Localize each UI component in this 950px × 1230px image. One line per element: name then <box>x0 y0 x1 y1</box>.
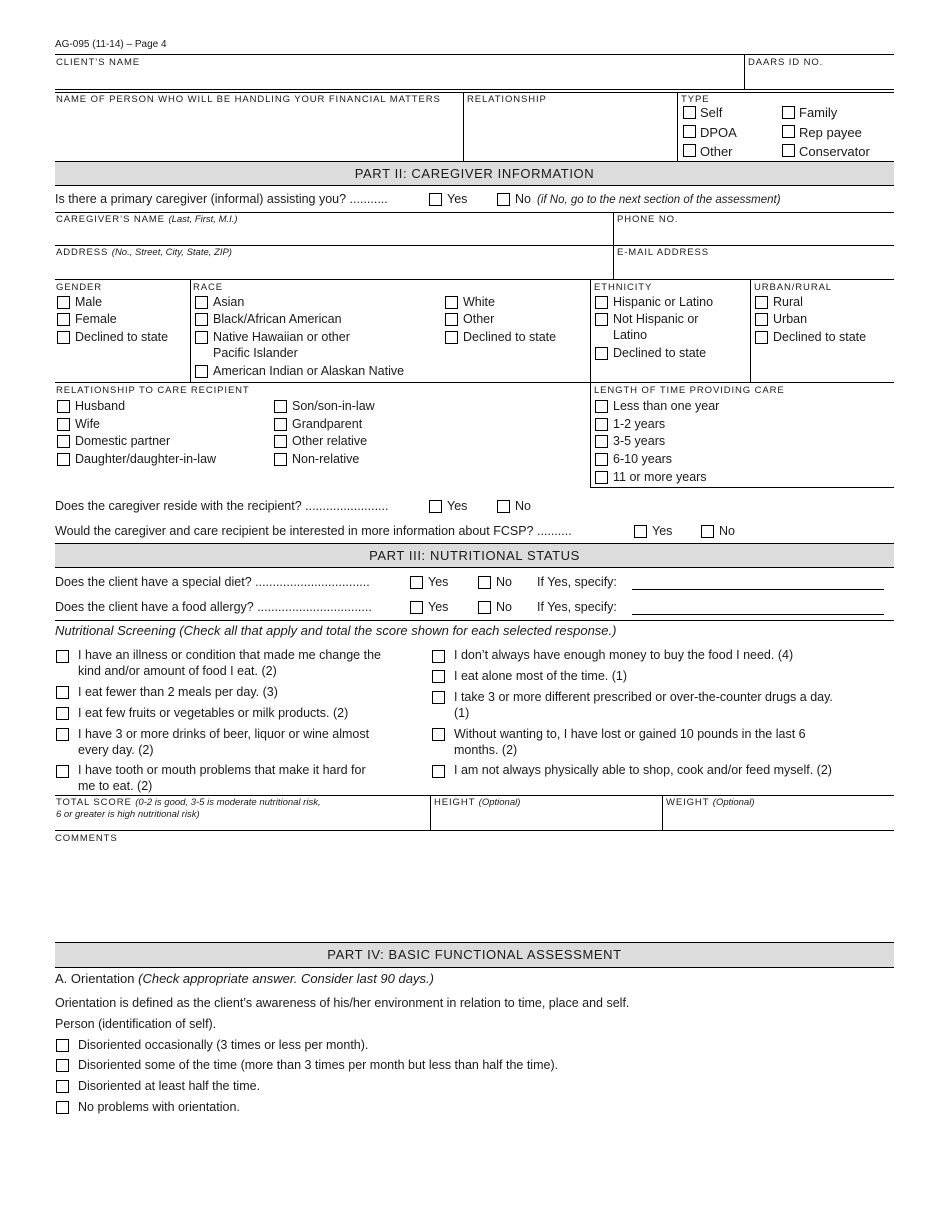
time-less-than-year-checkbox[interactable] <box>595 400 608 413</box>
primary-caregiver-no-checkbox[interactable] <box>497 193 510 206</box>
race-hawaiian-label: Native Hawaiian or other <box>213 330 350 344</box>
yes-label: Yes <box>428 600 449 614</box>
daars-id-label: DAARS ID NO. <box>748 57 824 68</box>
rel-other-relative-label: Other relative <box>292 434 368 448</box>
ethnicity-hispanic-checkbox[interactable] <box>595 296 608 309</box>
type-rep-payee-checkbox[interactable] <box>782 125 795 138</box>
rel-son-checkbox[interactable] <box>274 400 287 413</box>
orientation-none-label: No problems with orientation. <box>78 1100 240 1114</box>
no-note: (if No, go to the next section of the assessment) <box>537 194 781 206</box>
orientation-some-label: Disoriented some of the time (more than 3 times per month but less than half the time). <box>78 1058 559 1072</box>
type-self-checkbox[interactable] <box>683 106 696 119</box>
comments-field[interactable] <box>55 846 894 940</box>
race-hawaiian-checkbox[interactable] <box>195 331 208 344</box>
part3-title: PART III: NUTRITIONAL STATUS <box>55 543 894 568</box>
phone-label: PHONE NO. <box>617 214 679 225</box>
screen-weight-text: Without wanting to, I have lost or gained 10 pounds in the last 6 <box>454 727 806 741</box>
yes-label: Yes <box>652 524 673 538</box>
weight-label: WEIGHT (Optional) <box>666 797 755 808</box>
diet-specify-label: If Yes, specify: <box>537 575 617 589</box>
caregiver-name-label: CAREGIVER’S NAME (Last, First, M.I.) <box>56 214 238 225</box>
urban-label: Urban <box>773 312 808 326</box>
no-label: No <box>515 499 531 513</box>
phone-field[interactable] <box>620 228 890 244</box>
divider <box>55 830 894 831</box>
yes-label: Yes <box>447 499 468 513</box>
no-label: No <box>719 524 735 538</box>
gender-female-checkbox[interactable] <box>57 313 70 326</box>
race-black-checkbox[interactable] <box>195 313 208 326</box>
height-label: HEIGHT (Optional) <box>434 797 521 808</box>
length-of-care-label: LENGTH OF TIME PROVIDING CARE <box>594 385 785 396</box>
orientation-half-label: Disoriented at least half the time. <box>78 1079 261 1093</box>
ethnicity-not-hispanic-checkbox[interactable] <box>595 313 608 326</box>
race-other-checkbox[interactable] <box>445 313 458 326</box>
primary-caregiver-yes-checkbox[interactable] <box>429 193 442 206</box>
person-label: Person (identification of self). <box>55 1017 217 1031</box>
yes-label: Yes <box>428 575 449 589</box>
urban-rural-label: URBAN/RURAL <box>754 282 832 293</box>
divider <box>590 279 591 487</box>
divider <box>662 795 663 831</box>
type-other-label: Other <box>700 144 733 159</box>
race-label: RACE <box>193 282 223 293</box>
allergy-specify-field[interactable] <box>632 614 884 615</box>
weight-field[interactable] <box>668 810 888 828</box>
financial-person-label: NAME OF PERSON WHO WILL BE HANDLING YOUR FINANCIAL MATTERS <box>56 94 441 105</box>
rel-non-relative-checkbox[interactable] <box>274 453 287 466</box>
race-asian-label: Asian <box>213 295 245 309</box>
email-field[interactable] <box>620 261 890 277</box>
screen-physical-text: I am not always physically able to shop, cook and/or feed myself. (2) <box>454 763 832 777</box>
screen-weight-checkbox[interactable] <box>432 728 445 741</box>
divider <box>55 212 894 213</box>
divider <box>677 92 678 161</box>
time-3-5-label: 3-5 years <box>613 434 666 448</box>
screen-money-checkbox[interactable] <box>432 650 445 663</box>
orientation-occasionally-label: Disoriented occasionally (3 times or less per month). <box>78 1038 369 1052</box>
urban-declined-label: Declined to state <box>773 330 867 344</box>
rel-husband-checkbox[interactable] <box>57 400 70 413</box>
screen-drugs-text: I take 3 or more different prescribed or over-the-counter drugs a day. <box>454 690 833 704</box>
type-self-label: Self <box>700 105 723 120</box>
race-declined-checkbox[interactable] <box>445 331 458 344</box>
reside-question: Does the caregiver reside with the recipient? ........................ <box>55 499 389 513</box>
divider <box>590 487 894 488</box>
rel-other-relative-checkbox[interactable] <box>274 435 287 448</box>
no-label: No <box>515 192 531 206</box>
screen-tooth-text: I have tooth or mouth problems that make it hard for <box>78 763 366 777</box>
divider <box>55 382 894 383</box>
form-id: AG-095 (11-14) – Page 4 <box>55 39 167 50</box>
ethnicity-hispanic-label: Hispanic or Latino <box>613 295 714 309</box>
rel-husband-label: Husband <box>75 399 126 413</box>
gender-declined-label: Declined to state <box>75 330 169 344</box>
part2-title: PART II: CAREGIVER INFORMATION <box>55 161 894 186</box>
client-name-field[interactable] <box>60 70 740 88</box>
type-dpoa-label: DPOA <box>700 125 737 140</box>
race-white-checkbox[interactable] <box>445 296 458 309</box>
part4-title: PART IV: BASIC FUNCTIONAL ASSESSMENT <box>55 942 894 968</box>
divider <box>463 92 464 161</box>
screen-drugs-text-line2: (1) <box>454 706 470 720</box>
gender-declined-checkbox[interactable] <box>57 331 70 344</box>
type-family-checkbox[interactable] <box>782 106 795 119</box>
ethnicity-declined-label: Declined to state <box>613 346 707 360</box>
allergy-yes-checkbox[interactable] <box>410 601 423 614</box>
time-11-plus-checkbox[interactable] <box>595 471 608 484</box>
time-less-than-year-label: Less than one year <box>613 399 720 413</box>
time-6-10-label: 6-10 years <box>613 452 673 466</box>
relationship-label: RELATIONSHIP <box>467 94 547 105</box>
address-field[interactable] <box>60 261 608 277</box>
rel-grandparent-label: Grandparent <box>292 417 363 431</box>
rural-label: Rural <box>773 295 803 309</box>
fcsp-no-checkbox[interactable] <box>701 525 714 538</box>
divider <box>744 54 745 89</box>
reside-no-checkbox[interactable] <box>497 500 510 513</box>
orientation-definition: Orientation is defined as the client’s awareness of his/her environment in relation to time, place and self. <box>55 996 630 1010</box>
divider <box>55 795 894 796</box>
divider <box>55 92 894 93</box>
daars-id-field[interactable] <box>750 70 890 88</box>
rel-wife-label: Wife <box>75 417 100 431</box>
time-6-10-checkbox[interactable] <box>595 453 608 466</box>
rel-wife-checkbox[interactable] <box>57 418 70 431</box>
yes-label: Yes <box>447 192 468 206</box>
screen-tooth-checkbox[interactable] <box>56 765 69 778</box>
race-white-label: White <box>463 295 495 309</box>
no-label: No <box>496 600 512 614</box>
financial-person-field[interactable] <box>60 108 458 158</box>
relationship-to-recipient-label: RELATIONSHIP TO CARE RECIPIENT <box>56 385 250 396</box>
ethnicity-label: ETHNICITY <box>594 282 653 293</box>
ethnicity-declined-checkbox[interactable] <box>595 347 608 360</box>
screen-alone-text: I eat alone most of the time. (1) <box>454 669 627 683</box>
screen-weight-text-line2: months. (2) <box>454 743 518 757</box>
screen-drinks-text-line2: every day. (2) <box>78 743 154 757</box>
rel-daughter-label: Daughter/daughter-in-law <box>75 452 217 466</box>
race-asian-checkbox[interactable] <box>195 296 208 309</box>
address-label: ADDRESS (No., Street, City, State, ZIP) <box>56 247 232 258</box>
caregiver-name-field[interactable] <box>60 228 608 244</box>
orientation-heading: A. Orientation (Check appropriate answer. Consider last 90 days.) <box>55 971 434 986</box>
primary-caregiver-question: Is there a primary caregiver (informal) assisting you? ........... <box>55 192 388 206</box>
divider <box>55 620 894 621</box>
screen-meals-checkbox[interactable] <box>56 686 69 699</box>
client-name-label: CLIENT’S NAME <box>56 57 141 68</box>
rel-daughter-checkbox[interactable] <box>57 453 70 466</box>
screening-heading: Nutritional Screening (Check all that apply and total the score shown for each selected response.) <box>55 623 617 638</box>
type-other-checkbox[interactable] <box>683 144 696 157</box>
race-american-indian-checkbox[interactable] <box>195 365 208 378</box>
orientation-occasionally-checkbox[interactable] <box>56 1039 69 1052</box>
rel-domestic-partner-label: Domestic partner <box>75 434 171 448</box>
type-family-label: Family <box>799 105 838 120</box>
time-3-5-checkbox[interactable] <box>595 435 608 448</box>
divider <box>55 279 894 280</box>
no-label: No <box>496 575 512 589</box>
screen-drugs-checkbox[interactable] <box>432 691 445 704</box>
ethnicity-not-hispanic-label: Not Hispanic or <box>613 312 699 326</box>
orientation-half-checkbox[interactable] <box>56 1080 69 1093</box>
email-label: E-MAIL ADDRESS <box>617 247 709 258</box>
screen-meals-text: I eat fewer than 2 meals per day. (3) <box>78 685 278 699</box>
total-score-hint: 6 or greater is high nutritional risk) <box>56 809 200 820</box>
gender-male-label: Male <box>75 295 103 309</box>
type-label: TYPE <box>681 94 710 105</box>
screen-drinks-text: I have 3 or more drinks of beer, liquor or wine almost <box>78 727 370 741</box>
race-black-label: Black/African American <box>213 312 342 326</box>
time-1-2-checkbox[interactable] <box>595 418 608 431</box>
total-score-label: TOTAL SCORE (0-2 is good, 3-5 is moderate nutritional risk, <box>56 797 321 808</box>
type-conservator-checkbox[interactable] <box>782 144 795 157</box>
rel-grandparent-checkbox[interactable] <box>274 418 287 431</box>
screen-illness-text: I have an illness or condition that made me change the <box>78 648 381 662</box>
race-hawaiian-label-line2: Pacific Islander <box>213 346 298 360</box>
urban-checkbox[interactable] <box>755 313 768 326</box>
screen-illness-text-line2: kind and/or amount of food I eat. (2) <box>78 664 277 678</box>
special-diet-question: Does the client have a special diet? ................................. <box>55 575 370 589</box>
ethnicity-not-hispanic-label-line2: Latino <box>613 328 648 342</box>
orientation-none-checkbox[interactable] <box>56 1101 69 1114</box>
urban-declined-checkbox[interactable] <box>755 331 768 344</box>
screen-money-text: I don’t always have enough money to buy the food I need. (4) <box>454 648 794 662</box>
diet-no-checkbox[interactable] <box>478 576 491 589</box>
allergy-specify-label: If Yes, specify: <box>537 600 617 614</box>
rel-son-label: Son/son-in-law <box>292 399 375 413</box>
orientation-some-checkbox[interactable] <box>56 1059 69 1072</box>
screen-alone-checkbox[interactable] <box>432 670 445 683</box>
time-1-2-label: 1-2 years <box>613 417 666 431</box>
divider <box>190 279 191 382</box>
fcsp-question: Would the caregiver and care recipient be interested in more information about FCSP? .......... <box>55 524 572 538</box>
race-declined-label: Declined to state <box>463 330 557 344</box>
screen-illness-checkbox[interactable] <box>56 650 69 663</box>
rel-domestic-partner-checkbox[interactable] <box>57 435 70 448</box>
divider <box>430 795 431 831</box>
rural-checkbox[interactable] <box>755 296 768 309</box>
type-conservator-label: Conservator <box>799 144 870 159</box>
screen-fruits-text: I eat few fruits or vegetables or milk products. (2) <box>78 706 349 720</box>
diet-specify-field[interactable] <box>632 589 884 590</box>
race-other-label: Other <box>463 312 495 326</box>
comments-label: COMMENTS <box>55 833 118 844</box>
race-american-indian-label: American Indian or Alaskan Native <box>213 364 405 378</box>
height-field[interactable] <box>436 810 656 828</box>
relationship-field[interactable] <box>470 108 670 158</box>
time-11-plus-label: 11 or more years <box>613 470 707 484</box>
screen-physical-checkbox[interactable] <box>432 765 445 778</box>
divider <box>55 54 894 55</box>
reside-yes-checkbox[interactable] <box>429 500 442 513</box>
divider <box>55 89 894 90</box>
diet-yes-checkbox[interactable] <box>410 576 423 589</box>
divider <box>750 279 751 382</box>
type-rep-payee-label: Rep payee <box>799 125 862 140</box>
screen-fruits-checkbox[interactable] <box>56 707 69 720</box>
allergy-no-checkbox[interactable] <box>478 601 491 614</box>
food-allergy-question: Does the client have a food allergy? ................................. <box>55 600 372 614</box>
rel-non-relative-label: Non-relative <box>292 452 360 466</box>
type-dpoa-checkbox[interactable] <box>683 125 696 138</box>
fcsp-yes-checkbox[interactable] <box>634 525 647 538</box>
gender-label: GENDER <box>56 282 103 293</box>
divider <box>55 245 894 246</box>
gender-female-label: Female <box>75 312 117 326</box>
gender-male-checkbox[interactable] <box>57 296 70 309</box>
screen-drinks-checkbox[interactable] <box>56 728 69 741</box>
screen-tooth-text-line2: me to eat. (2) <box>78 779 153 793</box>
